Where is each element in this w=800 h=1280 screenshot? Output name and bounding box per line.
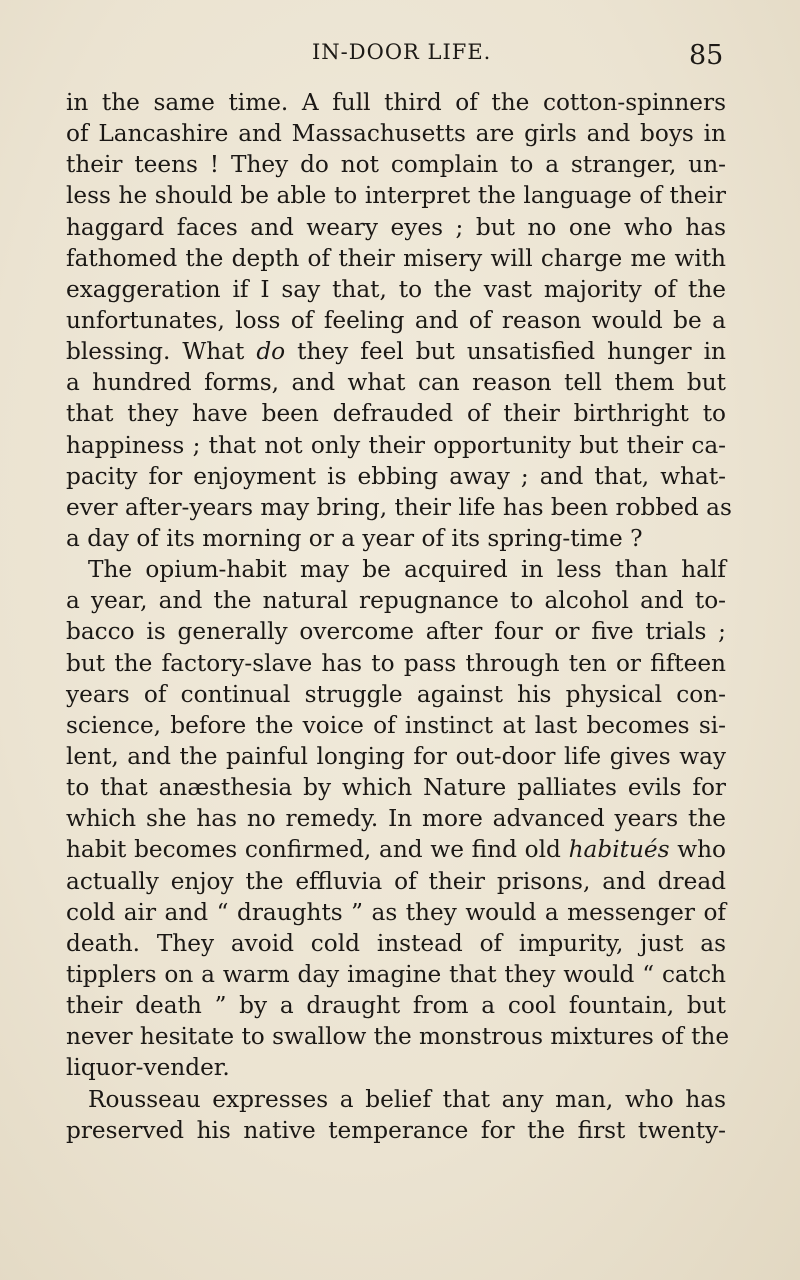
text-line: their teens ! They do not complain to a stranger, un- [66, 151, 726, 179]
text-line: ever after-years may bring, their life has been robbed as [66, 493, 732, 521]
text-line: fathomed the depth of their misery will charge me with [66, 244, 726, 272]
text-line: actually enjoy the effluvia of their prisons, and dread [66, 867, 726, 895]
text-segment: habit becomes confirmed, and we find old [66, 836, 569, 864]
text-segment: who [669, 836, 726, 864]
text-line: haggard faces and weary eyes ; but no one who has [66, 213, 726, 241]
text-line: The opium-habit may be acquired in less than half [88, 556, 726, 584]
text-line: tipplers on a warm day imagine that they would “ catch [66, 960, 726, 988]
text-line: but the factory-slave has to pass through ten or fifteen [66, 649, 726, 677]
text-segment: blessing. What [66, 338, 257, 366]
text-line: Rousseau expresses a belief that any man, who has [88, 1085, 726, 1113]
text-line: preserved his native temperance for the first twenty- [66, 1116, 726, 1144]
text-line: exaggeration if I say that, to the vast majority of the [66, 275, 726, 303]
text-line: a hundred forms, and what can reason tell them but [66, 369, 726, 397]
text-line: which she has no remedy. In more advanced years the [66, 805, 726, 833]
running-head: IN-DOOR LIFE. [312, 40, 492, 64]
text-line: of Lancashire and Massachusetts are girls and boys in [66, 120, 726, 148]
text-line: less he should be able to interpret the language of their [66, 182, 726, 210]
italic-word: do [256, 338, 286, 366]
text-line [66, 336, 726, 367]
text-line: unfortunates, loss of feeling and of reason would be a [66, 306, 726, 334]
text-line [66, 834, 726, 865]
text-line: lent, and the painful longing for out-door life gives way [66, 742, 726, 770]
text-line: years of continual struggle against his physical con- [66, 680, 726, 708]
text-line: a day of its morning or a year of its spring-time ? [66, 524, 643, 552]
text-line: pacity for enjoyment is ebbing away ; and that, what- [66, 462, 726, 490]
text-line: to that anæsthesia by which Nature palliates evils for [66, 774, 726, 802]
text-line: a year, and the natural repugnance to alcohol and to- [66, 587, 726, 615]
text-segment: they feel but unsatisfied hunger in [285, 338, 726, 366]
text-line: cold air and “ draughts ” as they would a messenger of [66, 898, 726, 926]
body-text [66, 87, 732, 1146]
italic-word: habitués [568, 836, 670, 864]
text-line: never hesitate to swallow the monstrous mixtures of the [66, 1023, 730, 1051]
text-line: their death ” by a draught from a cool fountain, but [66, 992, 726, 1020]
text-line: science, before the voice of instinct at last becomes si- [66, 711, 726, 739]
text-line: death. They avoid cold instead of impurity, just as [66, 929, 726, 957]
text-line: happiness ; that not only their opportunity but their ca- [66, 431, 726, 459]
page-number: 85 [689, 40, 724, 71]
text-line: bacco is generally overcome after four or five trials ; [66, 618, 726, 646]
text-line: liquor-vender. [66, 1054, 230, 1082]
text-line: in the same time. A full third of the cotton-spinners [66, 89, 726, 116]
text-line: that they have been defrauded of their birthright to [66, 400, 726, 428]
page-header [0, 36, 800, 76]
